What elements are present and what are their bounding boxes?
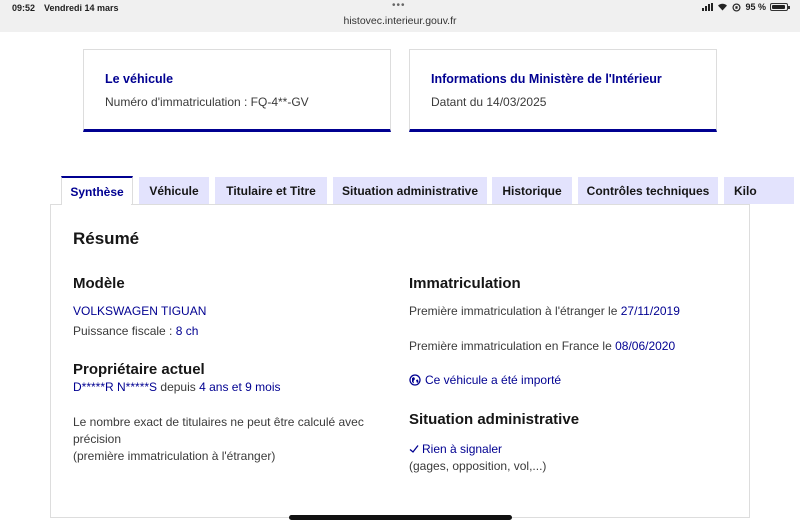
home-indicator[interactable] xyxy=(289,515,512,520)
summary-title: Résumé xyxy=(73,229,140,248)
tab-historique[interactable]: Historique xyxy=(492,177,572,204)
fiscal-power xyxy=(73,324,198,338)
tab-bar xyxy=(61,176,757,204)
admin-heading: Situation administrative xyxy=(409,411,580,428)
owner-note-line1: Le nombre exact de titulaires ne peut être calculé avec xyxy=(73,415,364,429)
model-heading: Modèle xyxy=(73,275,125,292)
fiscal-power-value: 8 ch xyxy=(175,324,199,338)
panel-top-border-left xyxy=(50,204,62,205)
tab-titulaire[interactable]: Titulaire et Titre xyxy=(215,177,327,204)
globe-icon xyxy=(409,374,421,386)
tab-situation-administrative[interactable]: Situation administrative xyxy=(333,177,487,204)
tab-synthese[interactable]: Synthèse xyxy=(61,176,133,205)
plate-number: Numéro d'immatriculation : FQ-4**-GV xyxy=(105,95,309,109)
wifi-icon xyxy=(717,3,728,11)
admin-status-text: Rien à signaler xyxy=(422,442,503,456)
status-indicators xyxy=(702,2,788,12)
owner-note-line2: précision xyxy=(73,432,122,446)
foreign-registration-label: Première immatriculation à l'étranger le xyxy=(409,304,618,318)
panel-top-border xyxy=(131,204,750,205)
tab-vehicule[interactable]: Véhicule xyxy=(139,177,209,204)
orientation-lock-icon xyxy=(732,3,741,12)
admin-details: (gages, opposition, vol,...) xyxy=(409,459,547,473)
model-name: VOLKSWAGEN TIGUAN xyxy=(73,304,207,318)
cellular-signal-icon xyxy=(702,3,713,11)
battery-percent: 95 % xyxy=(745,2,766,12)
imported-notice xyxy=(409,373,561,387)
vehicle-card-title: Le véhicule xyxy=(105,72,174,86)
admin-status xyxy=(409,442,502,456)
battery-icon xyxy=(770,3,788,11)
address-bar-url[interactable]: histovec.interieur.gouv.fr xyxy=(343,15,457,27)
more-dots-icon[interactable]: ••• xyxy=(392,0,406,11)
owner-since-label: depuis xyxy=(160,380,196,394)
fiscal-power-label: Puissance fiscale : xyxy=(73,324,173,338)
owner-heading: Propriétaire actuel xyxy=(73,361,205,378)
owner-line xyxy=(73,380,280,394)
tab-controles-techniques[interactable]: Contrôles techniques xyxy=(578,177,718,204)
tab-kilometrage[interactable]: Kilo xyxy=(724,177,794,204)
ministry-card xyxy=(409,49,717,132)
status-time: 09:52 xyxy=(12,3,36,13)
owner-note-line3: (première immatriculation à l'étranger) xyxy=(73,449,276,463)
status-bar xyxy=(0,0,800,32)
france-registration-label: Première immatriculation en France le xyxy=(409,339,612,353)
ministry-card-title: Informations du Ministère de l'Intérieur xyxy=(431,72,662,86)
foreign-registration xyxy=(409,304,680,318)
imported-text: Ce véhicule a été importé xyxy=(425,373,562,387)
ministry-date: Datant du 14/03/2025 xyxy=(431,95,547,109)
vehicle-card xyxy=(83,49,391,132)
france-registration-date: 08/06/2020 xyxy=(615,339,676,353)
owner-name: D*****R N*****S xyxy=(73,380,158,394)
status-date: Vendredi 14 mars xyxy=(44,3,119,13)
owner-since-value: 4 ans et 9 mois xyxy=(199,380,281,394)
france-registration xyxy=(409,339,675,353)
check-icon xyxy=(409,444,419,454)
registration-heading: Immatriculation xyxy=(409,275,521,292)
foreign-registration-date: 27/11/2019 xyxy=(620,304,680,318)
